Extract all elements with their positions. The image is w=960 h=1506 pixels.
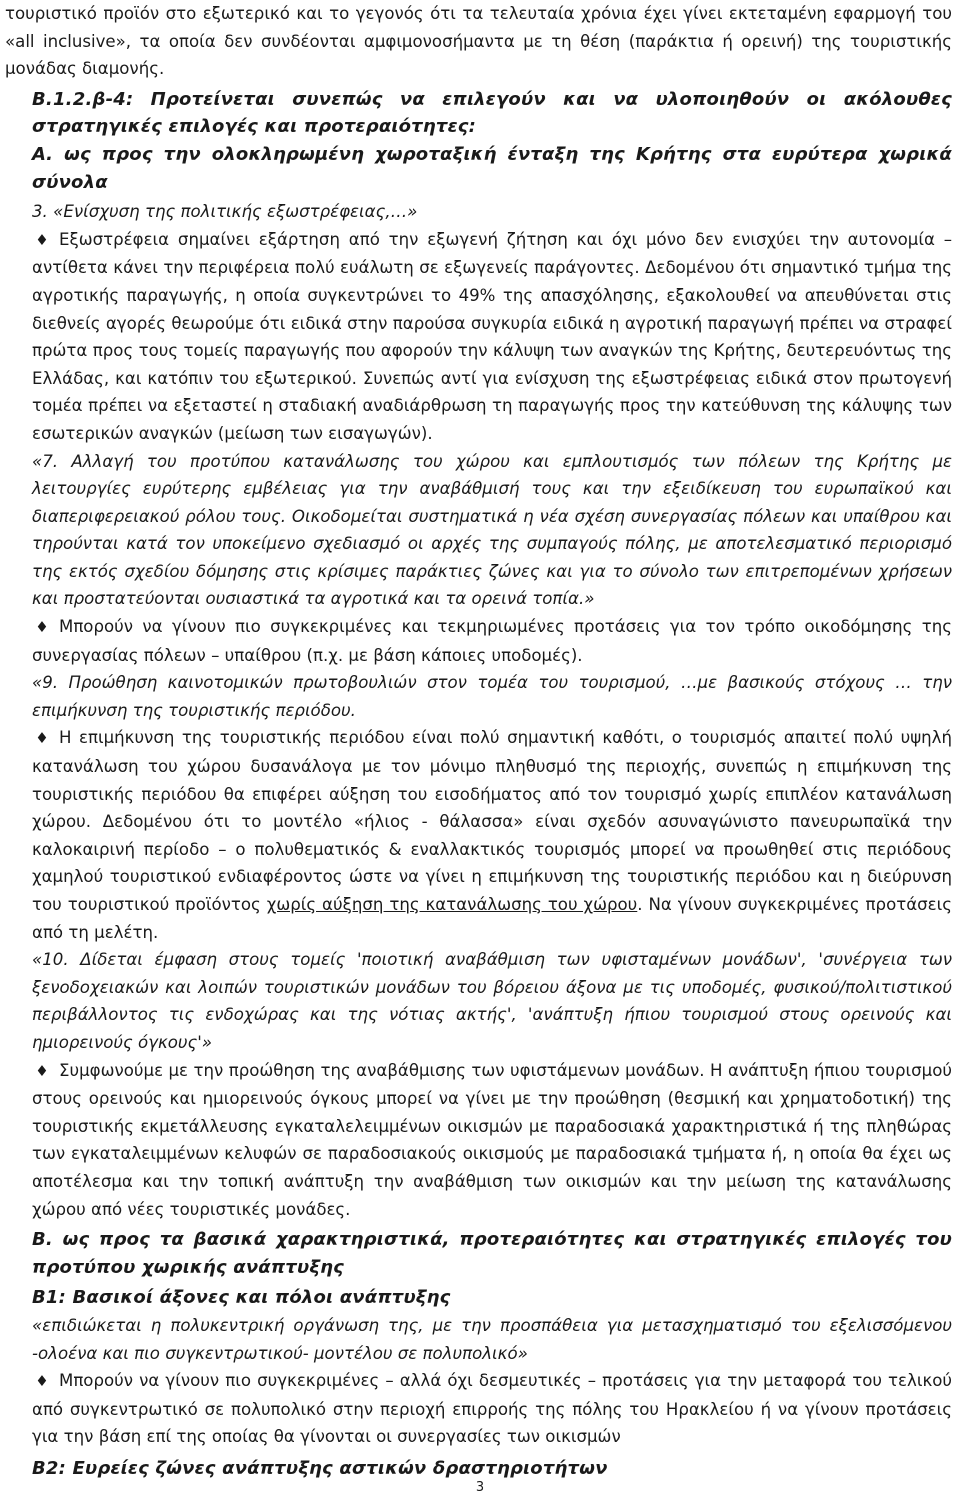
paragraph-text: . Να γίνουν συγκεκριμένες προτάσεις από τη μελέτη.: [32, 895, 952, 942]
paragraph-text: Μπορούν να γίνουν πιο συγκεκριμένες και τεκμηριωμένες προτάσεις για τον τρόπο οικοδόμησης της συνεργασίας πόλεων – υπαίθρου (π.χ. με βάση κάποιες υποδομές).: [32, 617, 952, 665]
quote-extroversion-title: 3. «Ενίσχυση της πολιτικής εξωστρέφειας,…»: [32, 202, 418, 222]
quote-quality-upgrade: «10. Δίδεται έμφαση στους τομείς 'ποιοτική αναβάθμιση των υφισταμένων μονάδων', 'συνέργεια των ξενοδοχειακών και λοιπών τουριστικών μονάδων του βόρειου άξονα με τις υποδομές, φυσικού/πολιτιστικού περιβάλλοντος τις ενδοχώρας και της νότιας ακτής', 'ανάπτυξη ήπιου τουρισμού στους ορεινούς και ημιορεινούς όγκους'»: [32, 950, 952, 1052]
paragraph-text: Μπορούν να γίνουν πιο συγκεκριμένες – αλλά όχι δεσμευτικές – προτάσεις για την μεταφορά του τελικού από συγκεντρωτικό σε πολυπολικό στην περιοχή επιρροής της πόλης του Ηρακλείου ή να γίνουν προτάσεις για την βάση επί της οποίας θα γίνονται οι συνεργασίες των οικισμών: [32, 1371, 952, 1447]
heading-strategic-choices: Β.1.2.β-4: Προτείνεται συνεπώς να επιλεγούν και να υλοποιηθούν οι ακόλουθες στρατηγικές επιλογές και προτεραιότητες:: [32, 88, 952, 138]
quote-text: Οικοδομείται συστηματικά η νέα σχέση συνεργασίας πόλεων και υπαίθρου και τηρούνται κατά τον υποκείμενο σχεδιασμό οι αρχές της συμπαγούς πόλης, με αποτελεσματικό περιορισμό της εκτός σχεδίου δόμησης στις κρίσιμες παράκτιες ζώνες και για το σύνολο των επιτρεπομένων χρήσεων και προστατεύονται ουσιαστικά τα αγροτικά και τα ορεινά τοπία.»: [32, 506, 952, 609]
paragraph-text: Συμφωνούμε με την προώθηση της αναβάθμισης των υφιστάμενων μονάδων. Η ανάπτυξη ήπιου τουρισμού στους ορεινούς και ημιορεινούς όγκους μπορεί να γίνει με την προώθηση (θεσμική και χρηματοδοτική) της τουριστικής εκμετάλλευσης εγκαταλελειμμένων οικισμών με παραδοσιακά χαρακτηριστικά ή της πληθώρας των εγκαταλειμμένων κελυφών σε παραδοσιακούς οικισμούς με παραδοσιακά τμήματα ή, η οποία θα έχει ως αποτέλεσμα και την τοπική ανάπτυξη την αναβάθμιση των οικισμών και την μείωση της κατανάλωσης χώρου από νέες τουριστικές μονάδες.: [32, 1060, 952, 1219]
quote-tourism-innovation: «9. Προώθηση καινοτομικών πρωτοβουλιών στον τομέα του τουρισμού, …με βασικούς στόχους … την επιμήκυνση της τουριστικής περιόδου.: [32, 673, 952, 720]
heading-spatial-integration: Α. ως προς την ολοκληρωμένη χωροταξική ένταξη της Κρήτης στα ευρύτερα χωρικά σύνολα: [32, 143, 952, 193]
paragraph-text: Η επιμήκυνση της τουριστικής περιόδου είναι πολύ σημαντική καθότι, ο τουρισμός απαιτεί πολύ υψηλή κατανάλωση του χώρου δυσανάλογα με τον μόνιμο πληθυσμό της περιοχής, συνεπώς η επιμήκυνση της τουριστικής περιόδου θα επιφέρει αύξηση του εισοδήματος από τον τουρισμό χωρίς επιπλέον κατανάλωση χώρου. Δεδομένου ότι το μοντέλο «ήλιος - θάλασσα» είναι σχεδόν ασυναγώνιστο πανευρωπαϊκά την καλοκαιρινή περίοδο – ο πολυθεματικός & εναλλακτικός τουρισμός μπορεί να προωθηθεί στις περιόδους χαμηλού τουριστικού ενδιαφέροντος ώστε να γίνει η επιμήκυνση της τουριστικής περιόδου και η διεύρυνση του τουριστικού προϊόντος: [32, 728, 952, 914]
heading-b1-axes: Β1: Βασικοί άξονες και πόλοι ανάπτυξης: [32, 1287, 451, 1309]
diamond-bullet-icon: ♦: [35, 729, 49, 748]
diamond-bullet-icon: ♦: [35, 1372, 49, 1391]
diamond-bullet-icon: ♦: [35, 618, 49, 637]
diamond-bullet-icon: ♦: [35, 1061, 49, 1080]
paragraph-season-extension: [5, 724, 952, 946]
paragraph-mild-tourism: [5, 1057, 952, 1224]
underlined-phrase: χωρίς αύξηση της κατανάλωσης του χώρου: [266, 895, 638, 914]
paragraph-extroversion: [5, 226, 952, 448]
quote-consumption-pattern: [5, 448, 952, 614]
paragraph-text: Εξωστρέφεια σημαίνει εξάρτηση από την εξωγενή ζήτηση και όχι μόνο δεν ενισχύει την αυτονομία – αντίθετα κάνει την περιφέρεια πολύ ευάλωτη σε εξωγενείς παράγοντες. Δεδομένου ότι σημαντικό τμήμα της αγροτικής παραγωγής, η οποία συγκεντρώνει το 49% της απασχόλησης, εξακολουθεί να απευθύνεται στις διεθνείς αγορές θεωρούμε ότι ειδικά στην παρούσα συγκυρία ειδικά η αγροτική παραγωγή πρέπει να στραφεί πρώτα προς τους τομείς παραγωγής που αφορούν την κάλυψη των αναγκών της Κρήτης, δευτερευόντως της Ελλάδας, και κατόπιν του εξωτερικού. Συνεπώς αντί για ενίσχυση της εξωστρέφειας ειδικά στον πρωτογενή τομέα πρέπει να εξεταστεί η σταδιακή αναδιάρθρωση τη παραγωγής προς την κατεύθυνση της κάλυψης των εσωτερικών αναγκών (μείωση των εισαγωγών).: [32, 229, 952, 443]
paragraph-intro: τουριστικό προϊόν στο εξωτερικό και το γεγονός ότι τα τελευταία χρόνια έχει γίνει εκτεταμένη εφαρμογή του «all inclusive», τα οποία δεν συνδέονται αμφιμονοσήμαντα με τη θέση (παράκτια ή ορεινή) της τουριστικής μονάδας διαμονής.: [5, 4, 952, 79]
heading-spatial-model: Β. ως προς τα βασικά χαρακτηριστικά, προτεραιότητες και στρατηγικές επιλογές του προτύπου χωρικής ανάπτυξης: [32, 1229, 952, 1278]
paragraph-polycentric-proposals: [5, 1367, 952, 1451]
paragraph-city-countryside: [5, 613, 952, 669]
page-number: 3: [475, 1480, 485, 1495]
heading-b2-zones: Β2: Ευρείες ζώνες ανάπτυξης αστικών δραστηριοτήτων: [32, 1457, 608, 1479]
quote-text: «7. Αλλαγή του προτύπου κατανάλωσης του χώρου και εμπλουτισμός των πόλεων της Κρήτης με λειτουργίες ευρύτερης εμβέλειας για την αναβάθμισή τους και την εξειδίκευση του ευρωπαϊκού και διαπεριφερειακού ρόλου τους.: [32, 451, 952, 526]
diamond-bullet-icon: ♦: [35, 230, 49, 249]
quote-polycentric: «επιδιώκεται η πολυκεντρική οργάνωση της, με την προσπάθεια για μετασχηματισμό του εξελισσόμενου -ολοένα και πιο συγκεντρωτικού- μοντέλου σε πολυπολικό»: [32, 1315, 952, 1363]
